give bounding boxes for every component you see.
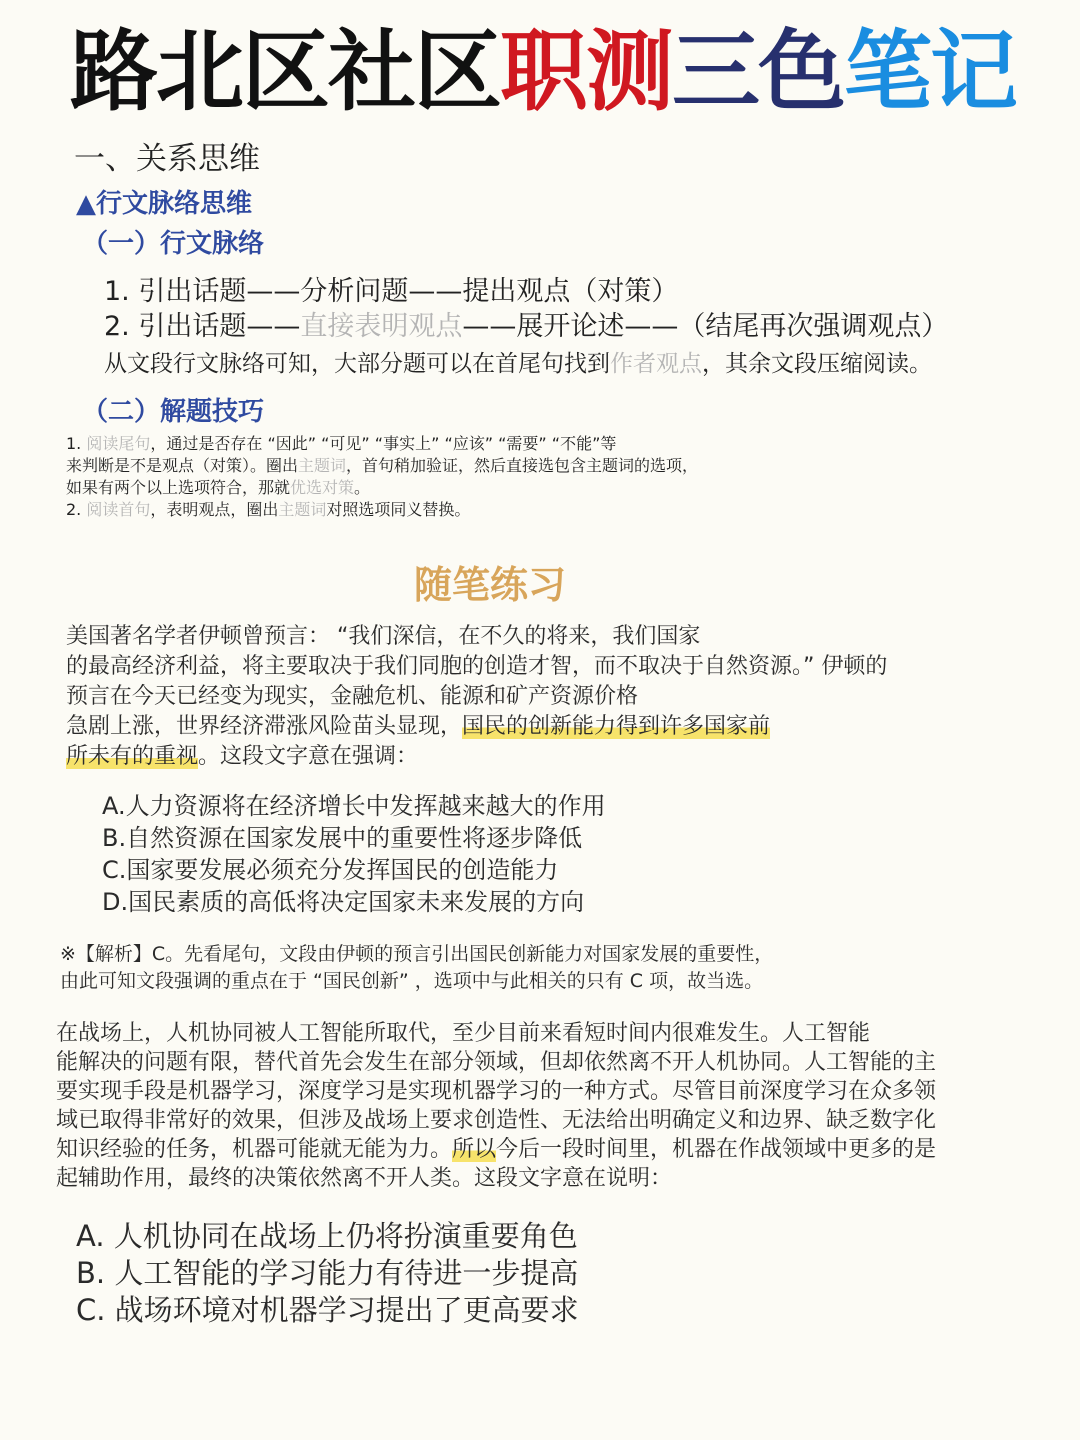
q1-option-b: B.自然资源在国家发展中的重要性将逐步降低 [102,824,583,852]
tip-muted: 主题词 [278,500,327,519]
tip-text: 2. [66,500,87,519]
flow-line-1: 1. 引出话题——分析问题——提出观点（对策） [104,276,679,307]
q1-passage-text: 急剧上涨，世界经济滞涨风险苗头显现， [66,714,463,739]
tip-text: ，通过是否存在 “因此” “可见” “事实上” “应该” “需要” “不能”等 [150,434,617,453]
flow-note-part: ，其余文段压缩阅读。 [702,351,932,377]
q2-passage-text: 今后一段时间里，机器在作战领域中更多的是 [496,1137,937,1162]
tip-1-line-1 [66,433,616,455]
flow-line-2-part: 2. 引出话题—— [104,311,301,342]
section-heading: 一、关系思维 [74,141,260,177]
tip-muted: 阅读尾句 [86,434,151,453]
q2-passage-line: 能解决的问题有限，替代首先会发生在部分领域，但却依然离不开人机协同。人工智能的主 [56,1050,937,1075]
q1-passage-line: 的最高经济利益，将主要取决于我们同胞的创造才智，而不取决于自然资源。” 伊顿的 [66,654,888,679]
tip-muted: 阅读首句 [86,500,151,519]
tip-text: 1. [66,434,87,453]
q2-passage-line: 要实现手段是机器学习，深度学习是实现机器学习的一种方式。尽管目前深度学习在众多领 [56,1079,937,1104]
tip-1-line-2 [66,455,698,477]
tip-text: ，表明观点，圈出 [150,500,279,519]
q2-question-stem: 起辅助作用，最终的决策依然离不开人类。这段文字意在说明： [56,1166,673,1191]
tip-muted: 优选对策 [290,478,355,497]
tip-text: ，首句稍加验证，然后直接选包含主题词的选项， [346,456,699,475]
tip-text: 如果有两个以上选项符合，那就 [66,478,291,497]
q1-highlight: 国民的创新能力得到许多国家前 [462,714,771,739]
q1-highlight: 所未有的重视 [66,744,199,769]
flow-line-2 [104,309,948,345]
title-part-blue: 笔记 [844,20,1017,123]
q1-option-a: A.人力资源将在经济增长中发挥越来越大的作用 [102,792,606,820]
tip-muted: 主题词 [298,456,347,475]
q2-passage-line: 域已取得非常好的效果，但涉及战场上要求创造性、无法给出明确定义和边界、缺乏数字化 [56,1108,937,1133]
page-title [70,22,1016,122]
q1-passage-line [66,712,770,742]
q2-passage-line: 在战场上，人机协同被人工智能所取代，至少目前来看短时间内很难发生。人工智能 [56,1021,871,1046]
flow-note-part: 从文段行文脉络可知，大部分题可以在首尾句找到 [104,351,610,377]
q1-analysis-line: ※【解析】C。先看尾句，文段由伊顿的预言引出国民创新能力对国家发展的重要性， [60,943,774,965]
q1-passage-line: 预言在今天已经变为现实，金融危机、能源和矿产资源价格 [66,684,639,709]
title-part-location: 路北区社区 [70,20,501,123]
flow-note [104,348,932,380]
q2-passage-line [56,1135,936,1164]
title-part-navy: 三色 [672,20,845,123]
q1-analysis-line: 由此可知文段强调的重点在于 “国民创新” ，选项中与此相关的只有 C 项，故当选。 [60,970,764,992]
title-part-red: 职测 [500,20,673,123]
practice-heading: 随笔练习 [413,563,566,607]
flow-line-2-muted: 直接表明观点 [300,311,463,342]
q1-question-stem: 。这段文字意在强调： [198,744,419,769]
tip-text: 对照选项同义替换。 [326,500,471,519]
q1-option-c: C.国家要发展必须充分发挥国民的创造能力 [102,856,559,884]
flow-note-muted: 作者观点 [610,351,702,377]
q2-option-c: C. 战场环境对机器学习提出了更高要求 [76,1293,579,1327]
flow-line-2-part: ——展开论述——（结尾再次强调观点） [462,311,949,342]
tip-2 [66,499,470,521]
q1-passage-line [66,742,418,772]
tip-1-line-3 [66,477,370,499]
q2-passage-text: 知识经验的任务，机器可能就无能为力。 [56,1137,453,1162]
q1-option-d: D.国民素质的高低将决定国家未来发展的方向 [102,888,585,916]
triangle-heading: ▲行文脉络思维 [76,189,252,219]
q2-option-b: B. 人工智能的学习能力有待进一步提高 [76,1256,579,1290]
q2-option-a: A. 人机协同在战场上仍将扮演重要角色 [76,1219,578,1253]
tip-text: 来判断是不是观点（对策）。圈出 [66,456,299,475]
q1-passage-line: 美国著名学者伊顿曾预言： “我们深信，在不久的将来，我们国家 [66,624,701,649]
q2-highlight: 所以 [452,1137,497,1162]
tip-text: 。 [354,478,371,497]
subsection-heading-context: （一）行文脉络 [82,229,265,259]
subsection-heading-tips: （二）解题技巧 [82,397,265,427]
